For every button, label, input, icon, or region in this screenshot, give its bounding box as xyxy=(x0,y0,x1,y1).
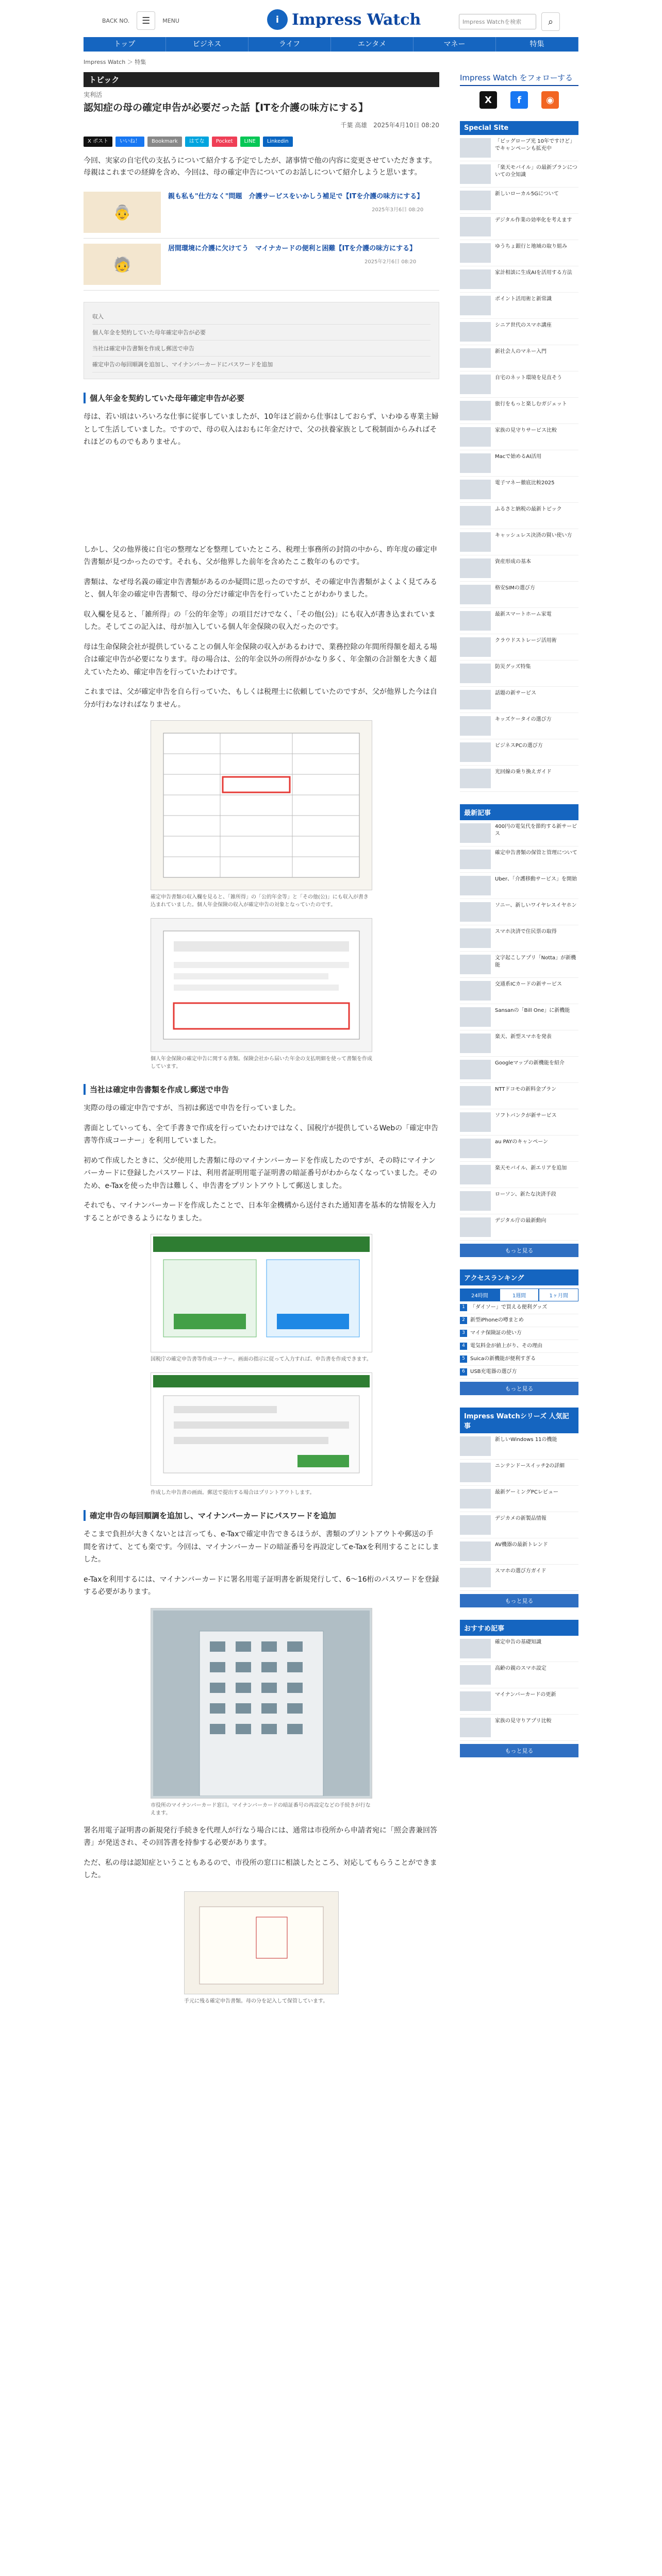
special-site-item[interactable] xyxy=(460,766,578,792)
facebook-icon[interactable]: f xyxy=(510,91,528,109)
watch-series-item-text[interactable]: ニンテンドースイッチ2の詳細 xyxy=(495,1463,565,1469)
thumbnail-image xyxy=(460,348,491,368)
menu-icon[interactable]: ☰ xyxy=(137,11,155,30)
rank-number: 3 xyxy=(460,1330,467,1337)
thumbnail-image xyxy=(460,322,491,342)
special-site-item-text[interactable]: シニア世代のスマホ講座 xyxy=(495,323,552,328)
recommended-item[interactable] xyxy=(460,1662,578,1688)
thumbnail-image xyxy=(460,1691,491,1711)
special-site-item-text[interactable]: デジタル作業の効率化を考えます xyxy=(495,217,572,223)
latest-more-button[interactable]: もっと見る xyxy=(460,1244,578,1257)
special-site-item-text[interactable]: ポイント活用術と新常識 xyxy=(495,296,552,302)
etax-site-screenshot[interactable] xyxy=(151,1234,372,1352)
tab-1week[interactable]: 1週間 xyxy=(500,1289,539,1301)
latest-article-item-text[interactable]: Googleマップの新機能を紹介 xyxy=(495,1060,565,1066)
latest-article-item-text[interactable]: NTTドコモの新料金プラン xyxy=(495,1087,557,1092)
search-icon[interactable]: ⌕ xyxy=(541,12,560,31)
series-label[interactable]: 実利活 xyxy=(84,91,103,98)
thumbnail-image xyxy=(460,637,491,657)
paragraph: それでも、マイナンバーカードを作成したことで、日本年金機構から送付された通知書を基本的な情報を入力することができるようになりました。 xyxy=(84,1201,436,1223)
latest-article-item[interactable] xyxy=(460,952,578,978)
thumbnail-image xyxy=(460,191,491,210)
special-site-item[interactable] xyxy=(460,713,578,739)
thumbnail-image xyxy=(460,480,491,499)
figure-caption: 市役所のマイナンバーカード窓口。マイナンバーカードの暗証番号の再設定などの手続きが行なえます。 xyxy=(151,1802,371,1816)
recommended-item[interactable] xyxy=(460,1715,578,1741)
site-logo[interactable] xyxy=(267,9,421,30)
ranking-item-text[interactable]: 「ダイソー」で買える便利グッズ xyxy=(470,1304,548,1310)
thumbnail-image xyxy=(460,1665,491,1685)
special-site-item-text[interactable]: 新しいローカル5Gについて xyxy=(495,191,559,197)
latest-article-item[interactable] xyxy=(460,1057,578,1083)
thumbnail-image xyxy=(460,823,491,843)
nav-item-feature[interactable]: 特集 xyxy=(496,37,578,52)
ranking-item[interactable] xyxy=(460,1301,578,1314)
ranking-heading: アクセスランキング xyxy=(460,1269,578,1285)
envelope-photo[interactable] xyxy=(184,1891,339,1994)
ranking-item-text[interactable]: USB充電器の選び方 xyxy=(470,1369,517,1375)
recommended-item-text[interactable]: 高齢の親のスマホ設定 xyxy=(495,1666,547,1671)
thumbnail-image xyxy=(460,1718,491,1737)
thumbnail-image xyxy=(460,1139,491,1158)
special-site-item[interactable] xyxy=(460,477,578,503)
social-links xyxy=(460,91,578,109)
special-site-item-text[interactable]: ふるさと納税の最新トピック xyxy=(495,506,562,512)
thumbnail-image xyxy=(460,1007,491,1027)
watch-series-item[interactable] xyxy=(460,1460,578,1486)
section-heading: 確定申告の毎回順調を追加し、マイナンバーカードにパスワードを追加 xyxy=(84,1510,439,1521)
thumbnail-image xyxy=(460,1191,491,1211)
special-site-item-text[interactable]: 新社会人のマネー入門 xyxy=(495,349,547,354)
special-site-item-text[interactable]: クラウドストレージ活用術 xyxy=(495,638,557,643)
logo-mark: i xyxy=(267,9,288,30)
article-title: 認知症の母の確定申告が必要だった話【ITを介護の味方にする】 xyxy=(84,102,369,113)
share-pocket-button[interactable]: Pocket xyxy=(212,137,237,147)
ranking-item-text[interactable]: マイナ保険証の使い方 xyxy=(470,1330,522,1336)
figure-caption: 手元に残る確定申告書類。母の分を記入して保管しています。 xyxy=(184,1998,328,2004)
special-site-item[interactable] xyxy=(460,214,578,240)
share-bar xyxy=(84,137,439,147)
thumbnail-image xyxy=(460,716,491,736)
latest-article-item[interactable] xyxy=(460,1004,578,1030)
latest-article-item[interactable] xyxy=(460,873,578,899)
recommended-item-text[interactable]: マイナンバーカードの更新 xyxy=(495,1692,556,1698)
latest-heading: 最新記事 xyxy=(460,804,578,820)
special-site-item[interactable] xyxy=(460,398,578,424)
related-item[interactable] xyxy=(84,187,439,239)
figure-caption: 国税庁の確定申告書等作成コーナー。画面の指示に従って入力すれば、申告書を作成できます。 xyxy=(151,1357,372,1363)
recommended-item[interactable] xyxy=(460,1636,578,1662)
ranking-more-button[interactable]: もっと見る xyxy=(460,1382,578,1395)
thumbnail-image xyxy=(460,981,491,1001)
thumbnail-image xyxy=(460,769,491,788)
watch-series-item-text[interactable]: 新しいWindows 11の機能 xyxy=(495,1437,557,1443)
toc-item[interactable]: 個人年金を契約していた母年確定申告が必要 xyxy=(92,325,431,341)
recommended-item-text[interactable]: 確定申告の基礎知識 xyxy=(495,1639,541,1645)
special-site-item-text[interactable]: キッズケータイの選び方 xyxy=(495,717,552,722)
etax-form-screenshot[interactable] xyxy=(151,1372,372,1486)
figure-etax-site xyxy=(151,1234,372,1363)
related-thumbnail: 👵 xyxy=(84,192,161,233)
special-site-item-text[interactable]: 家族の見守りサービス比較 xyxy=(495,428,557,433)
special-site-item[interactable] xyxy=(460,240,578,266)
pension-document-image[interactable] xyxy=(151,918,372,1052)
watch-more-button[interactable]: もっと見る xyxy=(460,1594,578,1607)
latest-article-item-text[interactable]: 400円の電気代を節約する新サービス xyxy=(495,824,577,837)
special-site-item[interactable] xyxy=(460,266,578,293)
special-site-item-text[interactable]: ビジネスPCの選び方 xyxy=(495,743,543,749)
thumbnail-image xyxy=(460,1541,491,1561)
latest-article-item-text[interactable]: ローソン、新たな決済手段 xyxy=(495,1192,556,1197)
special-site-item-text[interactable]: 電子マネー徹底比較2025 xyxy=(495,480,555,486)
paragraph: しかし、父の他界後に自宅の整理などを整理していたところ、税理士事務所の封筒の中から、昨年度の確定申告書類が見つかったのです。それも、父が他界した前年を含めたここ数年のものです。 xyxy=(84,545,437,567)
latest-article-item-text[interactable]: ソフトバンクが新サービス xyxy=(495,1113,557,1118)
special-site-item-text[interactable]: Macで始めるAI活用 xyxy=(495,454,542,460)
recommended-more-button[interactable]: もっと見る xyxy=(460,1744,578,1757)
thumbnail-image xyxy=(460,1086,491,1106)
menu-label[interactable]: MENU xyxy=(162,17,179,24)
back-number-link[interactable]: BACK NO. xyxy=(102,17,130,24)
special-site-item[interactable] xyxy=(460,739,578,766)
latest-article-item[interactable] xyxy=(460,1162,578,1188)
recommended-list xyxy=(460,1636,578,1741)
header-right xyxy=(459,12,560,31)
ranking-list xyxy=(460,1301,578,1379)
paragraph: 実際の母の確定申告ですが、当初は郵送で申告を行っていました。 xyxy=(84,1104,300,1113)
watch-series-item-text[interactable]: スマホの選び方ガイド xyxy=(495,1568,547,1574)
ranking-item[interactable] xyxy=(460,1366,578,1379)
thumbnail-image xyxy=(460,955,491,974)
special-site-item[interactable] xyxy=(460,188,578,214)
ranking-item[interactable] xyxy=(460,1340,578,1353)
latest-article-item[interactable] xyxy=(460,1109,578,1136)
recommended-item[interactable] xyxy=(460,1688,578,1715)
thumbnail-image xyxy=(460,532,491,552)
related-date: 2025年2月6日 08:20 xyxy=(365,259,417,265)
watch-series-item[interactable] xyxy=(460,1565,578,1591)
figure-pension-document xyxy=(151,918,372,1071)
thumbnail-image xyxy=(460,453,491,473)
related-articles xyxy=(84,187,439,291)
thumbnail-image xyxy=(460,164,491,184)
ad-space xyxy=(84,449,439,536)
latest-list xyxy=(460,820,578,1241)
related-title[interactable]: 居間環境に介護に欠けてう マイナカードの便利と困難【ITを介護の味方にする】 xyxy=(168,245,417,253)
figure-envelope xyxy=(184,1891,339,2005)
watch-series-item[interactable] xyxy=(460,1538,578,1565)
special-site-item[interactable] xyxy=(460,161,578,188)
thumbnail-image xyxy=(460,506,491,526)
logo-text: Impress Watch xyxy=(292,10,421,29)
latest-article-item-text[interactable]: Uber、「介護移動サービス」を開始 xyxy=(495,876,577,882)
paragraph: ただ、私の母は認知症ということもあるので、市役所の窓口に相談したところ、対応してもらうことができました。 xyxy=(84,1858,437,1880)
special-site-item[interactable] xyxy=(460,424,578,450)
thumbnail-image xyxy=(460,243,491,263)
thumbnail-image xyxy=(460,296,491,315)
recommended-item-text[interactable]: 家族の見守りアプリ比較 xyxy=(495,1718,552,1724)
ranking-item[interactable] xyxy=(460,1314,578,1327)
latest-article-item[interactable] xyxy=(460,1030,578,1057)
special-site-item[interactable] xyxy=(460,608,578,634)
watch-series-heading: Impress Watchシリーズ 人気記事 xyxy=(460,1408,578,1433)
special-site-item[interactable] xyxy=(460,319,578,345)
special-site-item[interactable] xyxy=(460,371,578,398)
latest-article-item[interactable] xyxy=(460,925,578,952)
related-title[interactable]: 親も私も"仕方なく"問題 介護サービスをいかしう補足で【ITを介護の味方にする】 xyxy=(168,193,424,201)
special-site-item[interactable] xyxy=(460,529,578,555)
section-heading: 個人年金を契約していた母年確定申告が必要 xyxy=(84,393,439,403)
special-site-item[interactable] xyxy=(460,135,578,161)
thumbnail-image xyxy=(460,1568,491,1587)
thumbnail-image xyxy=(460,1033,491,1053)
nav-item-top[interactable]: トップ xyxy=(84,37,166,52)
related-item[interactable] xyxy=(84,239,439,291)
special-site-item-text[interactable]: 「楽天モバイル」の最新プランについての全知識 xyxy=(495,165,577,178)
share-linkedin-button[interactable]: Linkedin xyxy=(263,137,293,147)
special-site-item-text[interactable]: 話題の新サービス xyxy=(495,690,536,696)
thumbnail-image xyxy=(460,850,491,869)
watch-series-item[interactable] xyxy=(460,1512,578,1538)
watch-series-item-text[interactable]: 最新ゲーミングPCレビュー xyxy=(495,1489,558,1495)
table-of-contents xyxy=(84,302,439,379)
city-hall-photo[interactable] xyxy=(151,1608,372,1799)
nav-item-business[interactable]: ビジネス xyxy=(166,37,249,52)
special-site-item[interactable] xyxy=(460,345,578,371)
latest-article-item[interactable] xyxy=(460,1214,578,1241)
thumbnail-image xyxy=(460,401,491,420)
special-site-item-text[interactable]: 資産形成の基本 xyxy=(495,559,531,565)
latest-article-item-text[interactable]: 交通系ICカードの新サービス xyxy=(495,981,562,987)
figure-caption: 作成した申告書の画面。郵送で提出する場合はプリントアウトします。 xyxy=(151,1490,315,1496)
thumbnail-image xyxy=(460,902,491,922)
share-line-button[interactable]: LINE xyxy=(240,137,260,147)
latest-article-item-text[interactable]: 文字起こしアプリ「Notta」が新機能 xyxy=(495,955,576,968)
special-site-item[interactable] xyxy=(460,503,578,529)
latest-article-item[interactable] xyxy=(460,1136,578,1162)
rank-number: 6 xyxy=(460,1368,467,1376)
special-site-item-text[interactable]: キャッシュレス決済の賢い使い方 xyxy=(495,533,572,538)
thumbnail-image xyxy=(460,375,491,394)
latest-article-item-text[interactable]: スマホ決済で住民票の取得 xyxy=(495,929,557,935)
latest-article-item-text[interactable]: 楽天、新型スマホを発表 xyxy=(495,1034,552,1040)
thumbnail-image xyxy=(460,217,491,236)
paragraph: 収入欄を見ると、「雑所得」の「公的年金等」の項目だけでなく、「その他(公)」にも収入が書き込まれていました。そしてこの記入は、母が加入している個人年金保険の収入だったのです。 xyxy=(84,610,436,632)
thumbnail-image xyxy=(460,427,491,447)
special-site-item-text[interactable]: 防災グッズ特集 xyxy=(495,664,531,670)
latest-article-item-text[interactable]: ソニー、新しいワイヤレスイヤホン xyxy=(495,903,577,908)
thumbnail-image xyxy=(460,742,491,762)
toc-item[interactable]: 収入 xyxy=(92,309,431,325)
watch-series-item-text[interactable]: デジカメの新製品情報 xyxy=(495,1516,547,1521)
share-hatena-button[interactable]: はてな xyxy=(185,137,209,147)
section-label: トピック xyxy=(84,72,439,87)
recommended-heading: おすすめ記事 xyxy=(460,1620,578,1636)
article-main xyxy=(84,72,439,2005)
thumbnail-image xyxy=(460,269,491,289)
ranking-item[interactable] xyxy=(460,1327,578,1340)
thumbnail-image xyxy=(460,611,491,631)
rank-number: 2 xyxy=(460,1317,467,1324)
paragraph: そこまで負担が大きくないとは言っても、e-Taxで確定申告できるほうが、書類のプリントアウトや郵送の手間を省けて、とても楽です。今回は、マイナンバーカードの暗証番号を再設定してe-Taxを利用することにしました。 xyxy=(84,1530,439,1564)
thumbnail-image xyxy=(460,138,491,158)
city-hall-illustration xyxy=(153,1611,370,1796)
watch-series-list xyxy=(460,1433,578,1591)
special-site-item-text[interactable]: ゆうちょ銀行と地域の取り組み xyxy=(495,244,567,249)
etax-form-illustration xyxy=(153,1375,370,1483)
follow-heading: Impress Watch をフォローする xyxy=(460,72,578,86)
paragraph: e-Taxを利用するには、マイナンバーカードに署名用電子証明書を新規発行して、6〜16桁のパスワードを登録する必要があります。 xyxy=(84,1575,439,1597)
ranking-item-text[interactable]: 新型iPhoneの噂まとめ xyxy=(470,1317,524,1323)
thumbnail-image xyxy=(460,1165,491,1184)
sidebar xyxy=(460,72,578,1757)
thumbnail-image xyxy=(460,876,491,895)
section-heading: 当社は確定申告書類を作成し郵送で申告 xyxy=(84,1084,439,1095)
latest-article-item-text[interactable]: Sansanの「Bill One」に新機能 xyxy=(495,1008,570,1013)
thumbnail-image xyxy=(460,1515,491,1535)
paragraph: 署名用電子証明書の新規発行手続きを代理人が行なう場合には、通常は市役所から申請者宛に「照会書兼回答書」が発送され、その回答書を持参する必要があります。 xyxy=(84,1826,437,1848)
latest-article-item-text[interactable]: au PAYのキャンペーン xyxy=(495,1139,549,1145)
watch-series-item[interactable] xyxy=(460,1486,578,1512)
latest-article-item-text[interactable]: デジタル庁の最新動向 xyxy=(495,1218,547,1224)
paragraph: 母は生命保険会社が提供していることの個人年金保険の収入があるわけで、業務控除の年間所得額を超える場合は確定申告が必要になります。母の場合は、公的年金以外の所得がかなり多く、年金額の合計額を大きく超えていたため、確定申告を行っていたわけです。 xyxy=(84,642,437,676)
rank-number: 4 xyxy=(460,1343,467,1350)
tax-form-illustration xyxy=(158,728,365,883)
rank-number: 5 xyxy=(460,1355,467,1363)
tab-1month[interactable]: 1ヶ月間 xyxy=(539,1289,578,1301)
ranking-item-text[interactable]: Suicaの新機能が便利すぎる xyxy=(470,1356,536,1362)
special-site-item[interactable] xyxy=(460,450,578,477)
ranking-tabs xyxy=(460,1289,578,1301)
figure-caption: 確定申告書類の収入欄を見ると、「雑所得」の「公的年金等」と「その他(公)」にも収入が書き込まれていました。個人年金保険の収入が確定申告の対象となっていたのです。 xyxy=(151,894,369,908)
global-nav xyxy=(84,37,578,52)
breadcrumb[interactable]: Impress Watch ＞ 特集 xyxy=(84,59,146,65)
thumbnail-image xyxy=(460,1639,491,1658)
article-lead: 今回、実家の自宅代の支払うについて紹介する予定でしたが、諸事情で他の内容に変更させていただきます。母親はこれまでの経緯を含め、今回は、母の確定申告についてのお話しについて紹介しようと思います。 xyxy=(84,156,437,177)
special-site-list xyxy=(460,135,578,792)
latest-article-item[interactable] xyxy=(460,899,578,925)
latest-article-item-text[interactable]: 確定申告書類の保管と管理について xyxy=(495,850,577,856)
paragraph: これまでは、父が確定申告を自ら行っていた、もしくは税理士に依頼していたのですが、父が他界した今は自分が行わなければなりません。 xyxy=(84,688,437,709)
figure-tax-form xyxy=(151,720,372,909)
tax-form-image[interactable] xyxy=(151,720,372,890)
figure-caption: 個人年金保険の確定申告に関する書類。保険会社から届いた年金の支払明細を使って書類を作成しています。 xyxy=(151,1056,372,1070)
header-left xyxy=(102,11,179,30)
thumbnail-image xyxy=(460,1217,491,1237)
toc-item[interactable]: 確定申告の毎回順調を追加し、マイナンバーカードにパスワードを追加 xyxy=(92,357,431,372)
paragraph: 書類は、なぜ母名義の確定申告書類があるのか疑問に思ったのですが、その確定申告書類がよくよく見てみると、個人年金の確定申告書類で、母の分だけ確定申告を行っていたことがわかりました。 xyxy=(84,578,437,599)
special-site-item-text[interactable]: 自宅のネット環境を見直そう xyxy=(495,375,562,381)
thumbnail-image xyxy=(460,1489,491,1509)
paragraph: 初めて作成したときに、父が使用した書類に母のマイナンバーカードを作成したのですが、その時にマイナンバーカードに登録したパスワードは、利用者証明用電子証明書の暗証番号がわからなくなっていました。そのため、e-Taxを使った申告は難しく、申告書をプリントアウトして郵送しました。 xyxy=(84,1156,437,1190)
rank-number: 1 xyxy=(460,1304,467,1311)
thumbnail-image xyxy=(460,1112,491,1132)
share-facebook-button[interactable]: いいね！ xyxy=(115,137,144,147)
figure-city-hall xyxy=(151,1608,372,1817)
thumbnail-image xyxy=(460,1463,491,1482)
special-site-item-text[interactable]: 格安SIMの選び方 xyxy=(495,585,535,591)
thumbnail-image xyxy=(460,928,491,948)
latest-article-item-text[interactable]: 楽天モバイル、新エリアを追加 xyxy=(495,1165,567,1171)
latest-article-item[interactable] xyxy=(460,1083,578,1109)
ranking-item[interactable] xyxy=(460,1353,578,1366)
etax-site-illustration xyxy=(153,1236,370,1350)
thumbnail-image xyxy=(460,690,491,709)
search-input[interactable]: Impress Watchを検索 xyxy=(459,14,536,29)
rss-icon[interactable]: ◉ xyxy=(541,91,559,109)
ranking-item-text[interactable]: 電気料金が値上がり、その理由 xyxy=(470,1343,542,1349)
paragraph: 書面としていっても、全て手書きで作成を行っていたわけではなく、国税庁が提供しているWebの「確定申告書等作成コーナー」を利用していました。 xyxy=(84,1124,439,1145)
special-site-item-text[interactable]: 家計相談に生成AIを活用する方法 xyxy=(495,270,572,276)
share-bookmark-button[interactable]: Bookmark xyxy=(147,137,182,147)
tab-24h[interactable]: 24時間 xyxy=(460,1289,500,1301)
special-site-item[interactable] xyxy=(460,660,578,687)
figure-etax-form xyxy=(151,1372,372,1497)
pension-document-illustration xyxy=(158,926,365,1044)
latest-article-item[interactable] xyxy=(460,1188,578,1214)
thumbnail-image xyxy=(460,1436,491,1456)
share-x-button[interactable]: X ポスト xyxy=(84,137,112,147)
thumbnail-image xyxy=(460,585,491,604)
special-site-item[interactable] xyxy=(460,555,578,582)
related-date: 2025年3月6日 08:20 xyxy=(372,207,424,213)
special-site-item[interactable] xyxy=(460,634,578,660)
article-byline: 千葉 高雄 2025年4月10日 08:20 xyxy=(340,121,439,129)
envelope-illustration xyxy=(189,1896,334,1989)
x-icon[interactable]: X xyxy=(479,91,497,109)
paragraph: 母は、若い頃はいろいろな仕事に従事していましたが、10年ほど前から仕事はしておらず、いわゆる専業主婦として生活していました。ですので、母の収入はおもに年金だけで、父の扶養家族として税制面からみればそれほどのものでもありません。 xyxy=(84,413,439,447)
latest-article-item[interactable] xyxy=(460,820,578,846)
special-site-item-text[interactable]: 「ビッグローブ光 10年ですけど」でキャンペーンも拡充中 xyxy=(495,139,575,151)
thumbnail-image xyxy=(460,1060,491,1079)
watch-series-item[interactable] xyxy=(460,1433,578,1460)
watch-series-item-text[interactable]: AV機器の最新トレンド xyxy=(495,1542,548,1548)
special-site-item[interactable] xyxy=(460,582,578,608)
toc-item[interactable]: 当社は確定申告書類を作成し郵送で申告 xyxy=(92,341,431,357)
special-site-item-text[interactable]: 光回線の乗り換えガイド xyxy=(495,769,552,775)
special-site-heading: Special Site xyxy=(460,121,578,135)
related-thumbnail: 🧓 xyxy=(84,244,161,285)
thumbnail-image xyxy=(460,664,491,683)
latest-article-item[interactable] xyxy=(460,846,578,873)
thumbnail-image xyxy=(460,558,491,578)
special-site-item[interactable] xyxy=(460,293,578,319)
nav-item-life[interactable]: ライフ xyxy=(249,37,331,52)
latest-article-item[interactable] xyxy=(460,978,578,1004)
nav-item-entertainment[interactable]: エンタメ xyxy=(331,37,413,52)
special-site-item-text[interactable]: 最新スマートホーム家電 xyxy=(495,612,552,617)
special-site-item-text[interactable]: 旅行をもっと楽しむガジェット xyxy=(495,401,567,407)
special-site-item[interactable] xyxy=(460,687,578,713)
nav-item-money[interactable]: マネー xyxy=(413,37,496,52)
